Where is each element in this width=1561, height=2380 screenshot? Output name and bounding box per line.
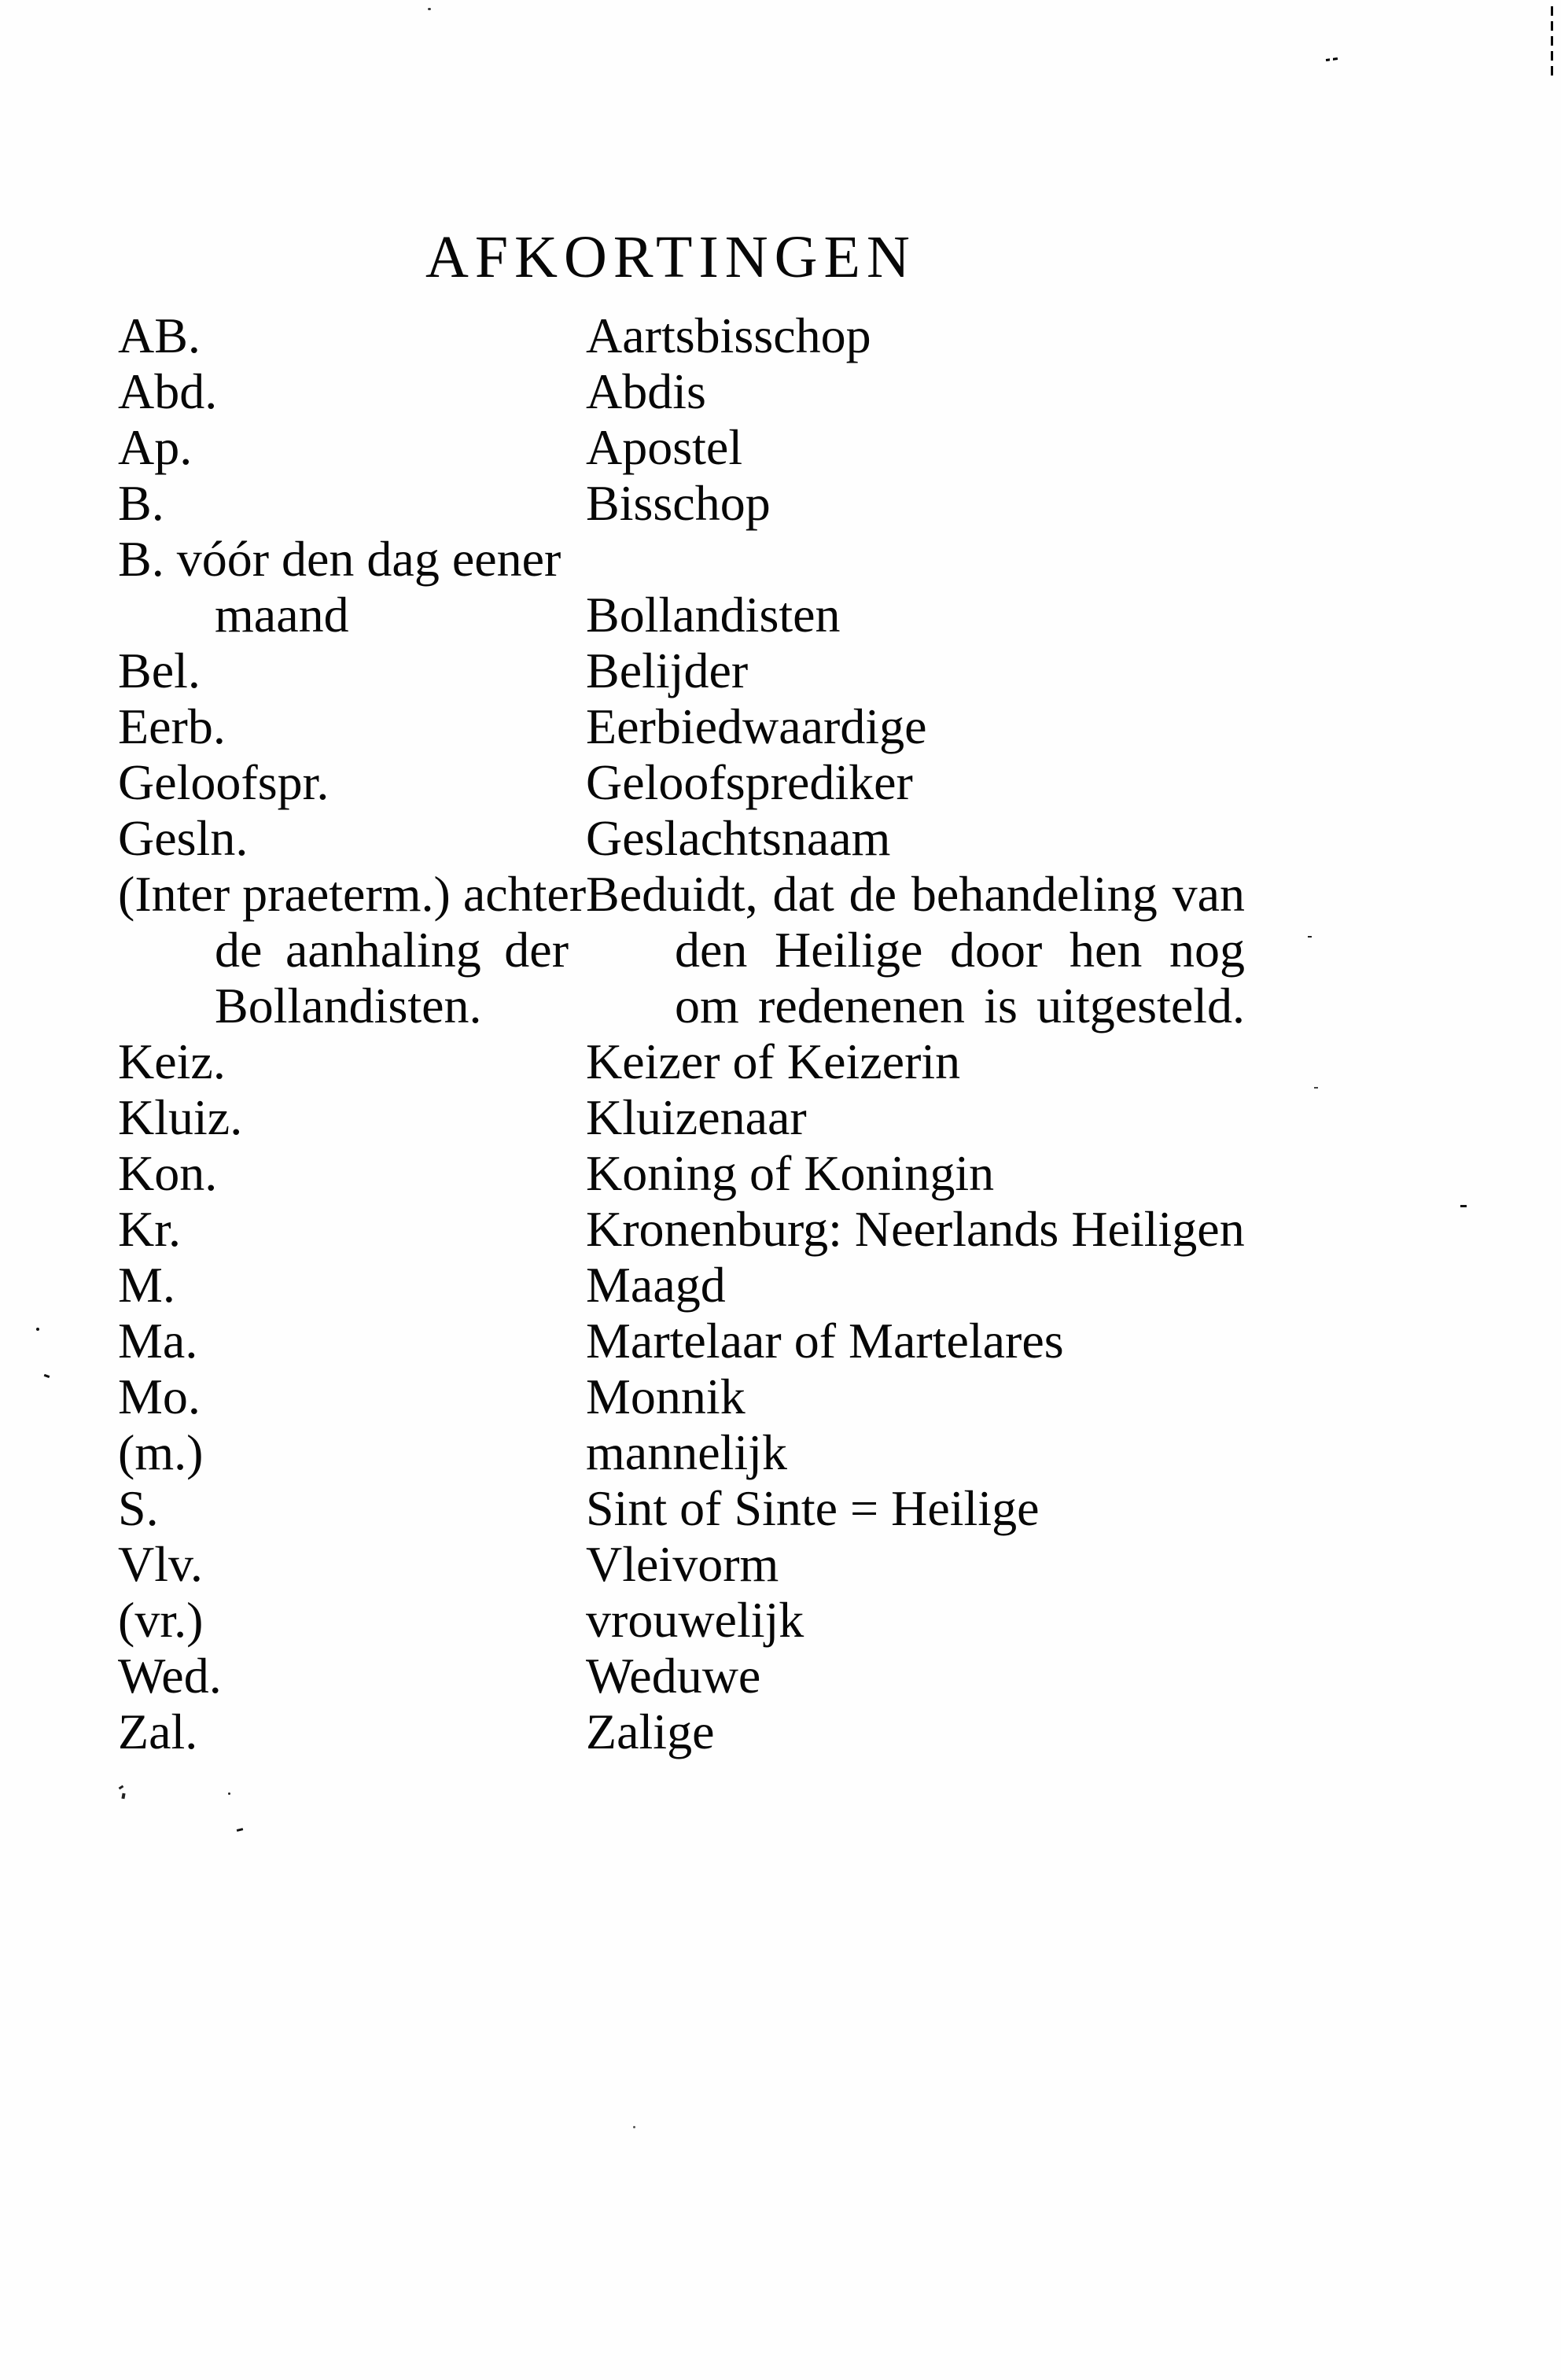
table-row — [0, 531, 1561, 587]
scan-artifact-dot — [36, 1328, 39, 1331]
page-title: AFKORTINGEN — [425, 223, 916, 290]
meaning-cell: vrouwelijk — [586, 1592, 804, 1648]
meaning-cell: Beduidt, dat de behandeling van — [586, 866, 1245, 922]
abbr-cell: Kluiz. — [118, 1089, 243, 1145]
table-row — [0, 1704, 1561, 1759]
scan-artifact-squiggle — [119, 1785, 124, 1790]
table-row — [0, 1648, 1561, 1704]
table-row — [0, 308, 1561, 363]
abbr-cell: Keiz. — [118, 1033, 226, 1089]
meaning-cell: den Heilige door hen nog — [675, 922, 1245, 978]
scan-artifact-right-edge-dashes — [1551, 6, 1553, 77]
meaning-cell: Geslachtsnaam — [586, 810, 891, 866]
meaning-cell: Bisschop — [586, 475, 771, 531]
meaning-cell: Eerbiedwaardige — [586, 698, 927, 754]
table-row — [0, 810, 1561, 866]
abbr-cell: B. — [118, 475, 164, 531]
table-row — [0, 1424, 1561, 1480]
table-row — [0, 643, 1561, 698]
table-row — [0, 1033, 1561, 1089]
abbr-cell: Kon. — [118, 1145, 218, 1201]
table-row — [0, 1089, 1561, 1145]
meaning-cell: Apostel — [586, 419, 743, 475]
meaning-cell: Zalige — [586, 1704, 715, 1759]
scan-artifact-tick-pair — [1326, 57, 1338, 61]
meaning-cell: Maagd — [586, 1257, 726, 1313]
meaning-cell: Bollandisten — [586, 587, 841, 643]
table-row — [0, 587, 1561, 643]
table-row — [0, 1201, 1561, 1257]
abbr-cell: Ap. — [118, 419, 193, 475]
meaning-cell: Keizer of Keizerin — [586, 1033, 961, 1089]
abbr-cell: Gesln. — [118, 810, 249, 866]
abbr-cell: (Inter praeterm.) achter — [118, 866, 587, 922]
meaning-cell: Kronenburg: Neerlands Heiligen — [586, 1201, 1245, 1257]
abbr-cell: Mo. — [118, 1369, 201, 1424]
abbr-cell: maand — [215, 587, 349, 643]
abbr-cell: AB. — [118, 308, 201, 363]
meaning-cell: Kluizenaar — [586, 1089, 807, 1145]
abbr-cell: Eerb. — [118, 698, 226, 754]
table-row — [0, 1313, 1561, 1369]
scan-artifact-dash — [1314, 1087, 1318, 1089]
abbr-cell: B. vóór den dag eener — [118, 531, 561, 587]
meaning-cell: mannelijk — [586, 1424, 787, 1480]
table-row — [0, 1257, 1561, 1313]
table-row — [0, 754, 1561, 810]
abbreviations-list — [0, 308, 1561, 1759]
table-row — [0, 1592, 1561, 1648]
abbr-cell: Abd. — [118, 363, 218, 419]
meaning-cell: Geloofsprediker — [586, 754, 913, 810]
table-row — [0, 363, 1561, 419]
abbr-cell: (vr.) — [118, 1592, 204, 1648]
abbr-cell: Geloofspr. — [118, 754, 330, 810]
meaning-cell: Belijder — [586, 643, 749, 698]
table-row — [0, 1145, 1561, 1201]
scan-artifact-dot — [228, 1792, 230, 1795]
table-row — [0, 1480, 1561, 1536]
table-row — [0, 1536, 1561, 1592]
abbr-cell: M. — [118, 1257, 175, 1313]
meaning-cell: Monnik — [586, 1369, 746, 1424]
abbr-cell: Kr. — [118, 1201, 181, 1257]
meaning-cell: Sint of Sinte = Heilige — [586, 1480, 1040, 1536]
abbr-cell: Bollandisten. — [215, 978, 482, 1033]
meaning-cell: Weduwe — [586, 1648, 761, 1704]
table-row — [0, 978, 1561, 1033]
scan-artifact-dot — [428, 8, 431, 10]
table-row — [0, 475, 1561, 531]
table-row — [0, 419, 1561, 475]
meaning-cell: Aartsbisschop — [586, 308, 871, 363]
meaning-cell: om redenenen is uitgesteld. — [675, 978, 1245, 1033]
table-row — [0, 1369, 1561, 1424]
scan-artifact-dash — [1308, 936, 1312, 938]
scan-artifact-squiggle — [121, 1793, 125, 1800]
meaning-cell: Martelaar of Martelares — [586, 1313, 1064, 1369]
meaning-cell: Koning of Koningin — [586, 1145, 995, 1201]
meaning-cell: Vleivorm — [586, 1536, 779, 1592]
table-row — [0, 922, 1561, 978]
abbr-cell: Zal. — [118, 1704, 198, 1759]
abbr-cell: Wed. — [118, 1648, 222, 1704]
table-row — [0, 698, 1561, 754]
abbr-cell: Ma. — [118, 1313, 198, 1369]
abbr-cell: Vlv. — [118, 1536, 203, 1592]
meaning-cell: Abdis — [586, 363, 706, 419]
abbr-cell: S. — [118, 1480, 159, 1536]
abbr-cell: de aanhaling der — [215, 922, 569, 978]
scan-artifact-dot — [633, 2126, 635, 2128]
scan-artifact-dash — [1460, 1205, 1467, 1207]
abbr-cell: Bel. — [118, 643, 201, 698]
abbr-cell: (m.) — [118, 1424, 204, 1480]
table-row — [0, 866, 1561, 922]
scan-artifact-tick — [237, 1828, 243, 1832]
